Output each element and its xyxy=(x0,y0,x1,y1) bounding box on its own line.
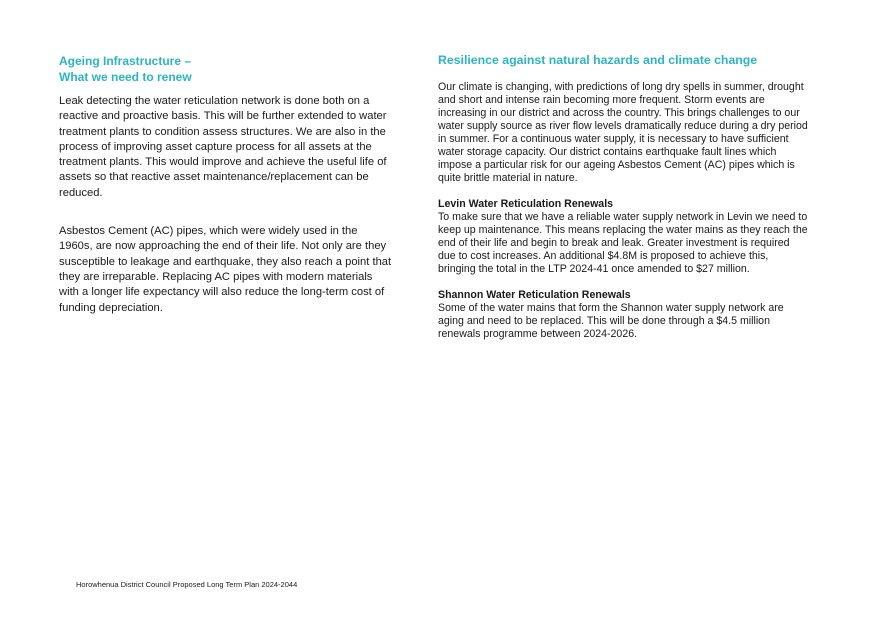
levin-renewals-paragraph: To make sure that we have a reliable water supply network in Levin we need to keep up maintenance. This means replacing the water mains as they reach the end of their life and begin to break and leak. Greater investment is required due to cost increases. An additional $4.8M is proposed to achieve this, bringing the total in the LTP 2024-41 once amended to $27 million. xyxy=(438,211,808,275)
shannon-renewals-paragraph: Some of the water mains that form the Shannon water supply network are aging and need to be replaced. This will be done through a $4.5 million renewals programme between 2024-2026. xyxy=(438,302,784,340)
leak-detection-paragraph: Leak detecting the water reticulation network is done both on a reactive and proactive basis. This will be further extended to water treatment plants to condition assess structures. We are also in the process of improving asset capture process for all assets at the treatment plants. This would improve and achieve the useful life of assets so that reactive asset maintenance/replacement can be reduced. xyxy=(59,95,387,199)
resilience-heading: Resilience against natural hazards and climate change xyxy=(438,53,758,67)
heading-line-2: What we need to renew xyxy=(59,70,192,84)
asbestos-cement-paragraph: Asbestos Cement (AC) pipes, which were widely used in the 1960s, are now approaching the end of their life. Not only are they susceptible to leakage and earthquake, they also reach a point that they are irreparable. Replacing AC pipes with modern materials with a longer life expectancy will also reduce the long-term cost of funding depreciation. xyxy=(59,225,392,314)
levin-renewals-subheading: Levin Water Reticulation Renewals xyxy=(438,198,614,210)
ageing-infrastructure-heading xyxy=(59,53,394,85)
right-column xyxy=(438,52,808,341)
shannon-renewals-subheading: Shannon Water Reticulation Renewals xyxy=(438,289,631,301)
page-footer: Horowhenua District Council Proposed Long Term Plan 2024-2044 xyxy=(76,580,298,589)
left-column xyxy=(59,53,394,316)
climate-paragraph: Our climate is changing, with predictions of long dry spells in summer, drought and short and intense rain becoming more frequent. Storm events are increasing in our district and across the country. This brings challenges to our water supply source as river flow levels dramatically reduce during a dry period in summer. For a continuous water supply, it is necessary to have sufficient water storage capacity. Our district contains earthquake fault lines which impose a particular risk for our ageing Asbestos Cement (AC) pipes which is quite brittle material in nature. xyxy=(438,81,808,184)
heading-line-1: Ageing Infrastructure – xyxy=(59,54,192,68)
